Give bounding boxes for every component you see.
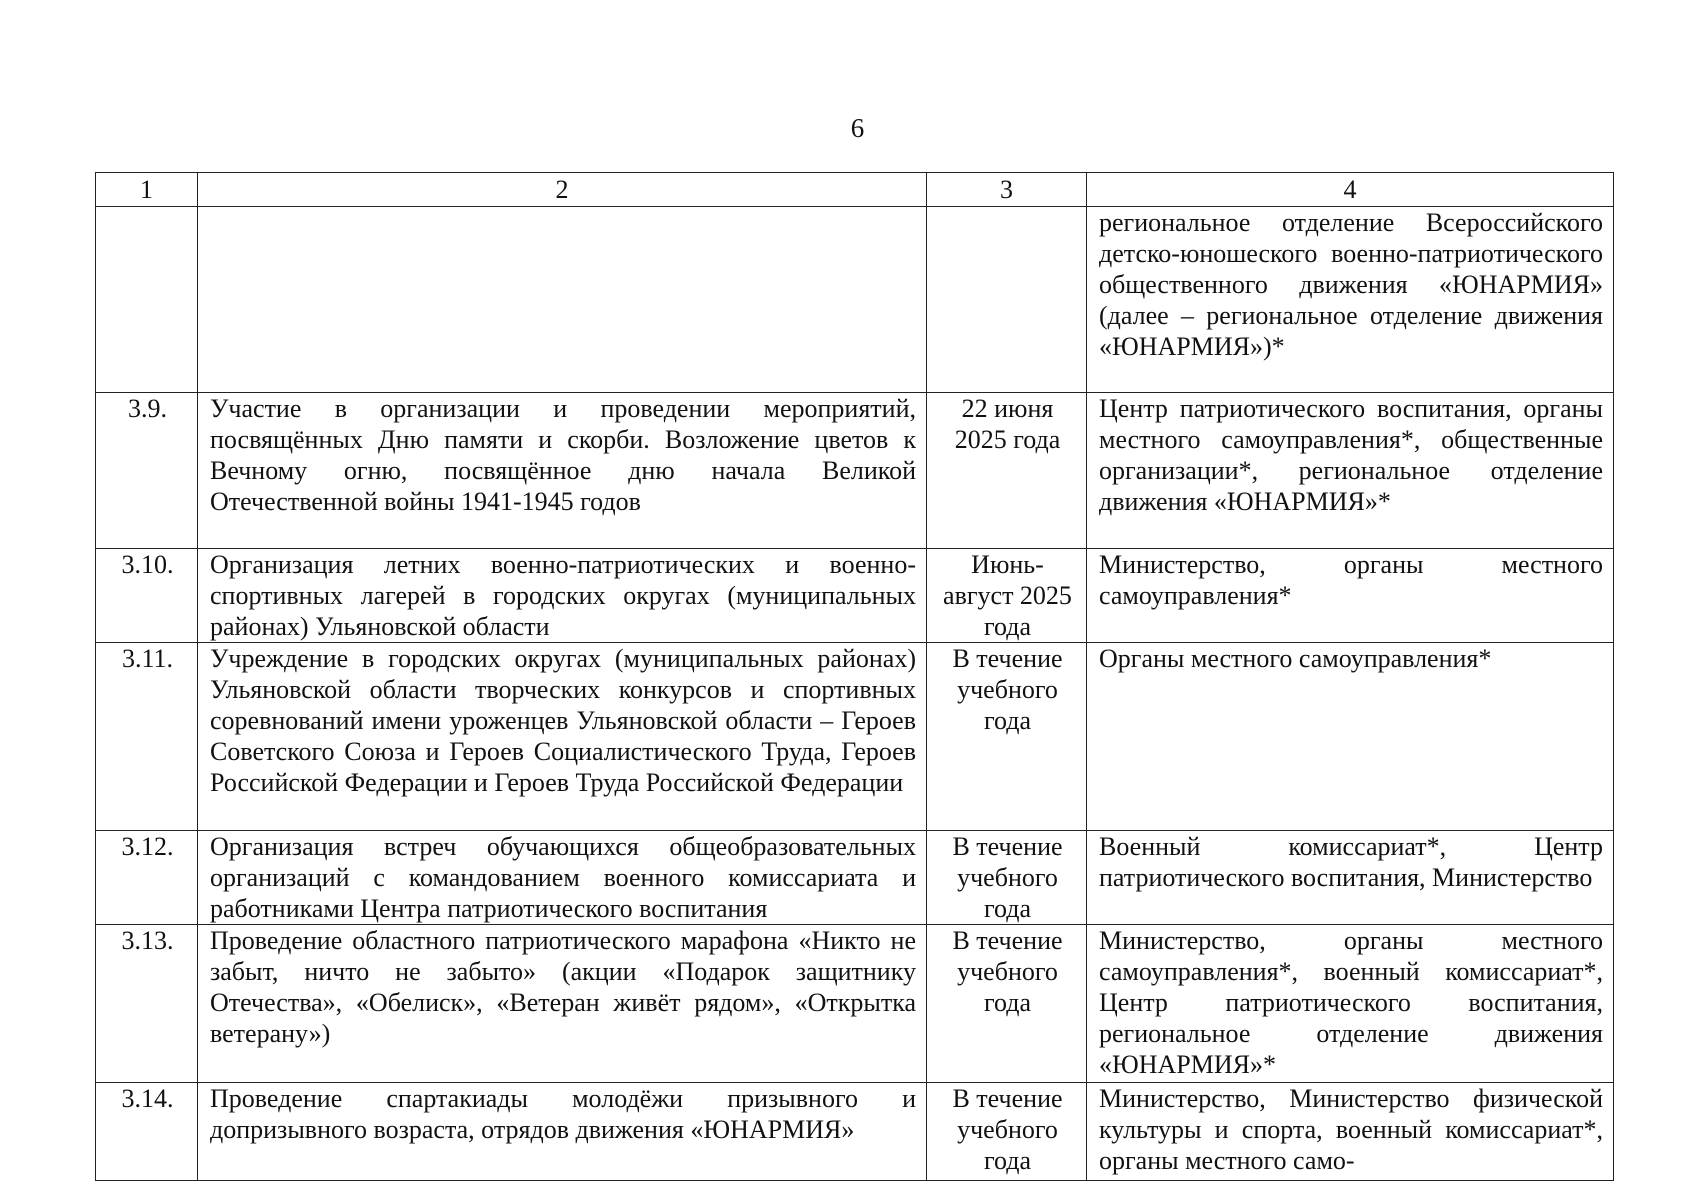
row-number: 3.14. <box>96 1083 198 1181</box>
event-description: Организация встреч обучающихся общеобразовательных организаций с командованием военного комиссариата и работниками Центра патриотического воспитания <box>198 831 927 925</box>
table-row <box>96 207 1614 393</box>
column-header-3: 3 <box>927 173 1087 207</box>
event-date: В течение учебного года <box>927 643 1087 831</box>
responsible-parties: Министерство, Министерство физической культуры и спорта, военный комиссариат*, органы местного само- <box>1087 1083 1614 1181</box>
event-description: Участие в организации и проведении мероприятий, посвящённых Дню памяти и скорби. Возложение цветов к Вечному огню, посвящённое дню начала Великой Отечественной войны 1941-1945 годов <box>198 393 927 549</box>
responsible-parties: Центр патриотического воспитания, органы местного самоуправления*, общественные организации*, региональное отделение движения «ЮНАРМИЯ»* <box>1087 393 1614 549</box>
responsible-parties: Органы местного самоуправления* <box>1087 643 1614 831</box>
column-header-4: 4 <box>1087 173 1614 207</box>
table-row <box>96 1083 1614 1181</box>
column-header-2: 2 <box>198 173 927 207</box>
table-header-row <box>96 173 1614 207</box>
event-date: 22 июня 2025 года <box>927 393 1087 549</box>
table-row <box>96 549 1614 643</box>
row-number: 3.9. <box>96 393 198 549</box>
event-description <box>198 207 927 393</box>
table-row <box>96 831 1614 925</box>
responsible-parties: Министерство, органы местного самоуправления* <box>1087 549 1614 643</box>
row-number <box>96 207 198 393</box>
event-description: Проведение областного патриотического марафона «Никто не забыт, ничто не забыто» (акции «Подарок защитнику Отечества», «Обелиск», «Ветеран живёт рядом», «Открытка ветерану») <box>198 925 927 1083</box>
column-header-1: 1 <box>96 173 198 207</box>
row-number: 3.10. <box>96 549 198 643</box>
responsible-parties: региональное отделение Всероссийского детско-юношеского военно-патриотического общественного движения «ЮНАРМИЯ» (далее – региональное отделение движения «ЮНАРМИЯ»)* <box>1087 207 1614 393</box>
row-number: 3.13. <box>96 925 198 1083</box>
event-date: В течение учебного года <box>927 1083 1087 1181</box>
event-description: Проведение спартакиады молодёжи призывного и допризывного возраста, отрядов движения «ЮНАРМИЯ» <box>198 1083 927 1181</box>
table-row <box>96 925 1614 1083</box>
table-row <box>96 643 1614 831</box>
event-description: Организация летних военно-патриотических и военно-спортивных лагерей в городских округах (муниципальных районах) Ульяновской области <box>198 549 927 643</box>
event-date: В течение учебного года <box>927 925 1087 1083</box>
page-number: 6 <box>850 113 865 143</box>
responsible-parties: Военный комиссариат*, Центр патриотического воспитания, Министерство <box>1087 831 1614 925</box>
events-table <box>95 172 1614 1181</box>
event-date <box>927 207 1087 393</box>
event-date: В течение учебного года <box>927 831 1087 925</box>
table-row <box>96 393 1614 549</box>
event-date: Июнь-август 2025 года <box>927 549 1087 643</box>
event-description: Учреждение в городских округах (муниципальных районах) Ульяновской области творческих конкурсов и спортивных соревнований имени уроженцев Ульяновской области – Героев Советского Союза и Героев Социалистического Труда, Героев Российской Федерации и Героев Труда Российской Федерации <box>198 643 927 831</box>
row-number: 3.11. <box>96 643 198 831</box>
row-number: 3.12. <box>96 831 198 925</box>
responsible-parties: Министерство, органы местного самоуправления*, военный комиссариат*, Центр патриотического воспитания, региональное отделение движения «ЮНАРМИЯ»* <box>1087 925 1614 1083</box>
